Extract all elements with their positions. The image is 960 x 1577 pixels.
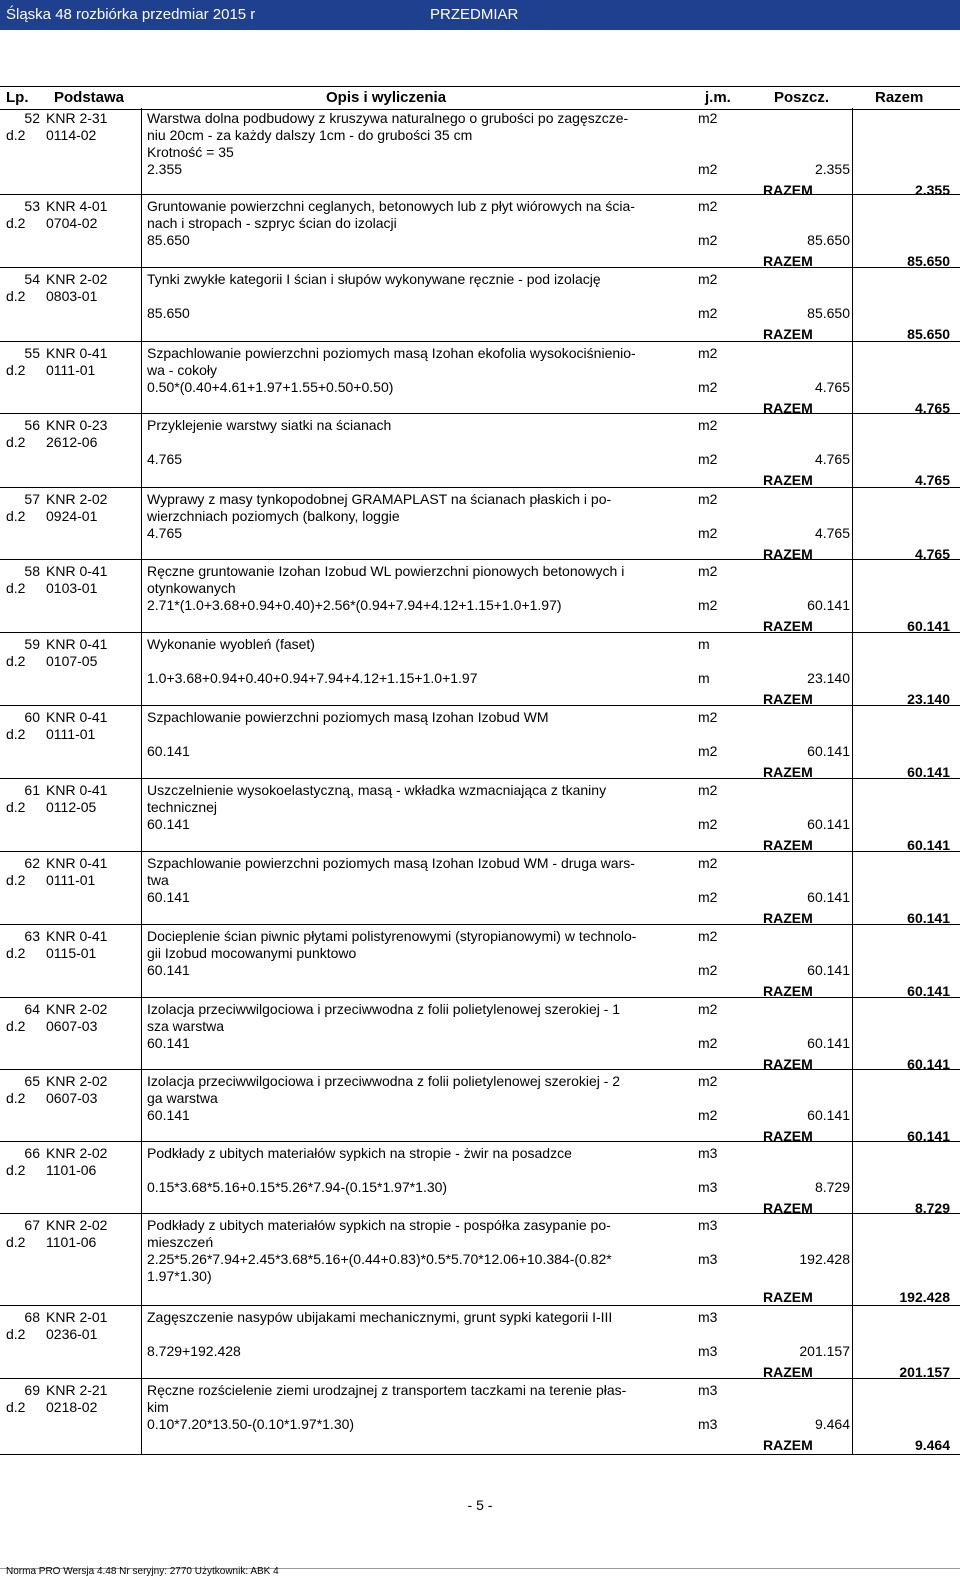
position-basis-number: 0236-01 <box>46 1326 98 1342</box>
calculation-unit: m2 <box>698 161 718 177</box>
position-basis-code: KNR 0-41 <box>46 563 108 579</box>
position-basis-code: KNR 0-23 <box>46 417 108 433</box>
position-description: Gruntowanie powierzchni ceglanych, betonowych lub z płyt wiórowych na ścia- <box>147 198 635 214</box>
position-description: Warstwa dolna podbudowy z kruszywa naturalnego o grubości po zagęszcze- <box>147 110 629 126</box>
position-number: 57 <box>24 491 40 507</box>
position-partial-value: 8.729 <box>814 1179 850 1195</box>
calculation-unit: m2 <box>698 1035 718 1051</box>
position-description: Zagęszczenie nasypów ubijakami mechanicznymi, grunt sypki kategorii I-III <box>147 1309 613 1325</box>
position-description: Podkłady z ubitych materiałów sypkich na stropie - żwir na posadzce <box>147 1145 572 1161</box>
position-basis-code: KNR 4-01 <box>46 198 108 214</box>
position-number: 52 <box>24 110 40 126</box>
row-separator <box>0 924 960 925</box>
razem-label: RAZEM <box>763 1364 813 1380</box>
position-description: Wyprawy z masy tynkopodobnej GRAMAPLAST na ścianach płaskich i po- <box>147 491 612 507</box>
position-partial-value: 201.157 <box>799 1343 850 1359</box>
position-sub: d.2 <box>6 434 26 450</box>
position-calculation: 2.25*5.26*7.94+2.45*3.68*5.16+(0.44+0.83)*0.5*5.70*12.06+10.384-(0.82* <box>147 1251 612 1267</box>
position-sub: d.2 <box>6 799 26 815</box>
razem-label: RAZEM <box>763 182 813 198</box>
position-description: otynkowanych <box>147 580 236 596</box>
position-description: Wykonanie wyobleń (faset) <box>147 636 315 652</box>
position-partial-value: 9.464 <box>814 1416 850 1432</box>
razem-label: RAZEM <box>763 837 813 853</box>
position-unit: m3 <box>698 1217 718 1233</box>
razem-label: RAZEM <box>763 1289 813 1305</box>
position-number: 66 <box>24 1145 40 1161</box>
position-multiplier: Krotność = 35 <box>147 144 234 160</box>
position-description: Izolacja przeciwwilgociowa i przeciwwodna z folii polietylenowej szerokiej - 1 <box>147 1001 621 1017</box>
position-unit: m <box>698 636 710 652</box>
position-description: sza warstwa <box>147 1018 225 1034</box>
calculation-unit: m2 <box>698 597 718 613</box>
row-separator <box>0 705 960 706</box>
position-description: Przyklejenie warstwy siatki na ścianach <box>147 417 392 433</box>
footer-text: Norma PRO Wersja 4.48 Nr seryjny: 2770 Użytkownik: ABK 4 <box>6 1566 279 1577</box>
position-basis-number: 1101-06 <box>46 1162 97 1178</box>
position-calculation: 1.97*1.30) <box>147 1268 212 1284</box>
col-jm: j.m. <box>705 89 731 106</box>
table-bottom-border <box>0 1454 960 1455</box>
razem-label: RAZEM <box>763 472 813 488</box>
position-basis-code: KNR 2-02 <box>46 1073 108 1089</box>
calculation-unit: m2 <box>698 379 718 395</box>
position-description: Tynki zwykłe kategorii I ścian i słupów wykonywane ręcznie - pod izolację <box>147 271 601 287</box>
position-unit: m2 <box>698 271 718 287</box>
position-description: Ręczne gruntowanie Izohan Izobud WL powierzchni pionowych betonowych i <box>147 563 625 579</box>
calculation-unit: m2 <box>698 305 718 321</box>
position-number: 58 <box>24 563 40 579</box>
position-unit: m2 <box>698 1001 718 1017</box>
position-basis-number: 0607-03 <box>46 1090 98 1106</box>
col-opis: Opis i wyliczenia <box>326 89 447 106</box>
calculation-unit: m2 <box>698 889 718 905</box>
position-total: 4.765 <box>914 546 950 562</box>
position-calculation: 0.10*7.20*13.50-(0.10*1.97*1.30) <box>147 1416 355 1432</box>
position-basis-code: KNR 2-02 <box>46 1145 108 1161</box>
position-calculation: 0.15*3.68*5.16+0.15*5.26*7.94-(0.15*1.97*1.30) <box>147 1179 448 1195</box>
razem-label: RAZEM <box>763 1200 813 1216</box>
position-sub: d.2 <box>6 1399 26 1415</box>
position-basis-code: KNR 0-41 <box>46 782 108 798</box>
column-divider <box>141 108 142 1455</box>
position-calculation: 4.765 <box>147 451 183 467</box>
row-separator <box>0 632 960 633</box>
position-basis-code: KNR 2-21 <box>46 1382 108 1398</box>
position-unit: m2 <box>698 491 718 507</box>
position-description: Uszczelnienie wysokoelastyczną, masą - wkładka wzmacniająca z tkaniny <box>147 782 607 798</box>
position-partial-value: 60.141 <box>807 889 850 905</box>
position-number: 61 <box>24 782 40 798</box>
position-number: 65 <box>24 1073 40 1089</box>
position-total: 4.765 <box>914 400 950 416</box>
row-separator <box>0 778 960 779</box>
position-number: 55 <box>24 345 40 361</box>
position-partial-value: 4.765 <box>814 379 850 395</box>
position-unit: m3 <box>698 1145 718 1161</box>
position-unit: m3 <box>698 1382 718 1398</box>
col-lp: Lp. <box>6 89 29 106</box>
position-sub: d.2 <box>6 1018 26 1034</box>
row-separator <box>0 1141 960 1142</box>
position-partial-value: 60.141 <box>807 1107 850 1123</box>
position-description: kim <box>147 1399 169 1415</box>
calculation-unit: m2 <box>698 525 718 541</box>
row-separator <box>0 194 960 195</box>
position-calculation: 85.650 <box>147 232 190 248</box>
position-calculation: 60.141 <box>147 816 190 832</box>
position-basis-number: 0111-01 <box>46 362 96 378</box>
position-partial-value: 4.765 <box>814 525 850 541</box>
razem-label: RAZEM <box>763 253 813 269</box>
razem-label: RAZEM <box>763 910 813 926</box>
position-number: 59 <box>24 636 40 652</box>
position-description: mieszczeń <box>147 1234 214 1250</box>
position-unit: m3 <box>698 1309 718 1325</box>
position-basis-code: KNR 0-41 <box>46 928 108 944</box>
razem-label: RAZEM <box>763 618 813 634</box>
position-sub: d.2 <box>6 1162 26 1178</box>
calculation-unit: m2 <box>698 451 718 467</box>
position-basis-number: 0607-03 <box>46 1018 98 1034</box>
position-partial-value: 2.355 <box>814 161 850 177</box>
position-description: wa - cokoły <box>147 362 218 378</box>
position-basis-code: KNR 2-02 <box>46 271 108 287</box>
row-separator <box>0 413 960 414</box>
position-partial-value: 60.141 <box>807 597 850 613</box>
position-description: technicznej <box>147 799 218 815</box>
position-basis-code: KNR 2-02 <box>46 1217 108 1233</box>
position-number: 69 <box>24 1382 40 1398</box>
position-sub: d.2 <box>6 362 26 378</box>
calculation-unit: m3 <box>698 1251 718 1267</box>
position-basis-code: KNR 2-01 <box>46 1309 108 1325</box>
position-number: 54 <box>24 271 40 287</box>
row-separator <box>0 1213 960 1214</box>
position-calculation: 8.729+192.428 <box>147 1343 241 1359</box>
position-description: Szpachlowanie powierzchni poziomych masą Izohan ekofolia wysokociśnienio- <box>147 345 636 361</box>
position-basis-code: KNR 2-02 <box>46 1001 108 1017</box>
position-basis-number: 0218-02 <box>46 1399 98 1415</box>
position-description: ga warstwa <box>147 1090 218 1106</box>
position-unit: m2 <box>698 110 718 126</box>
position-basis-number: 0924-01 <box>46 508 98 524</box>
position-total: 60.141 <box>907 618 950 634</box>
position-basis-code: KNR 2-31 <box>46 110 108 126</box>
razem-label: RAZEM <box>763 1056 813 1072</box>
position-partial-value: 60.141 <box>807 1035 850 1051</box>
position-total: 60.141 <box>907 1056 950 1072</box>
position-description: twa <box>147 872 169 888</box>
position-basis-code: KNR 2-02 <box>46 491 108 507</box>
position-unit: m2 <box>698 345 718 361</box>
position-calculation: 4.765 <box>147 525 183 541</box>
column-divider <box>852 108 853 1455</box>
position-sub: d.2 <box>6 1234 26 1250</box>
row-separator <box>0 341 960 342</box>
document-type: PRZEDMIAR <box>430 6 519 23</box>
razem-label: RAZEM <box>763 1128 813 1144</box>
position-partial-value: 85.650 <box>807 305 850 321</box>
position-description: Docieplenie ścian piwnic płytami polistyrenowymi (styropianowymi) w technolo- <box>147 928 637 944</box>
position-partial-value: 60.141 <box>807 743 850 759</box>
razem-label: RAZEM <box>763 546 813 562</box>
position-partial-value: 60.141 <box>807 816 850 832</box>
position-partial-value: 60.141 <box>807 962 850 978</box>
position-total: 60.141 <box>907 983 950 999</box>
position-sub: d.2 <box>6 1090 26 1106</box>
position-total: 2.355 <box>914 182 950 198</box>
position-unit: m2 <box>698 928 718 944</box>
position-sub: d.2 <box>6 872 26 888</box>
position-sub: d.2 <box>6 1326 26 1342</box>
position-basis-number: 0803-01 <box>46 288 98 304</box>
position-sub: d.2 <box>6 127 26 143</box>
position-number: 53 <box>24 198 40 214</box>
calculation-unit: m3 <box>698 1179 718 1195</box>
position-basis-number: 0107-05 <box>46 653 98 669</box>
position-number: 67 <box>24 1217 40 1233</box>
position-calculation: 60.141 <box>147 1107 190 1123</box>
position-partial-value: 85.650 <box>807 232 850 248</box>
position-total: 9.464 <box>914 1437 950 1453</box>
software-footer <box>0 1566 960 1577</box>
col-podstawa: Podstawa <box>54 89 125 106</box>
position-unit: m2 <box>698 1073 718 1089</box>
position-number: 68 <box>24 1309 40 1325</box>
calculation-unit: m2 <box>698 743 718 759</box>
position-calculation: 60.141 <box>147 1035 190 1051</box>
document-title: Śląska 48 rozbiórka przedmiar 2015 r <box>6 6 256 23</box>
position-total: 60.141 <box>907 837 950 853</box>
col-poszcz: Poszcz. <box>774 89 830 106</box>
position-unit: m2 <box>698 709 718 725</box>
page-number: - 5 - <box>467 1497 493 1513</box>
position-number: 62 <box>24 855 40 871</box>
position-description: niu 20cm - za każdy dalszy 1cm - do grubości 35 cm <box>147 127 473 143</box>
position-total: 8.729 <box>914 1200 950 1216</box>
row-separator <box>0 1378 960 1379</box>
position-calculation: 60.141 <box>147 889 190 905</box>
row-separator <box>0 487 960 488</box>
position-sub: d.2 <box>6 653 26 669</box>
position-description: Izolacja przeciwwilgociowa i przeciwwodna z folii polietylenowej szerokiej - 2 <box>147 1073 621 1089</box>
position-sub: d.2 <box>6 580 26 596</box>
position-sub: d.2 <box>6 945 26 961</box>
position-sub: d.2 <box>6 288 26 304</box>
position-total: 192.428 <box>899 1289 950 1305</box>
position-unit: m2 <box>698 198 718 214</box>
position-basis-number: 0111-01 <box>46 872 96 888</box>
calculation-unit: m2 <box>698 232 718 248</box>
document-header <box>0 0 960 30</box>
position-sub: d.2 <box>6 508 26 524</box>
calculation-unit: m <box>698 670 710 686</box>
razem-label: RAZEM <box>763 326 813 342</box>
position-calculation: 0.50*(0.40+4.61+1.97+1.55+0.50+0.50) <box>147 379 394 395</box>
position-partial-value: 23.140 <box>807 670 850 686</box>
razem-label: RAZEM <box>763 1437 813 1453</box>
position-total: 60.141 <box>907 910 950 926</box>
position-basis-code: KNR 0-41 <box>46 855 108 871</box>
position-unit: m2 <box>698 563 718 579</box>
position-basis-code: KNR 0-41 <box>46 345 108 361</box>
calculation-unit: m3 <box>698 1343 718 1359</box>
position-total: 201.157 <box>899 1364 950 1380</box>
position-total: 4.765 <box>914 472 950 488</box>
position-description: gii Izobud mocowanymi punktowo <box>147 945 357 961</box>
razem-label: RAZEM <box>763 764 813 780</box>
position-calculation: 2.355 <box>147 161 183 177</box>
position-unit: m2 <box>698 855 718 871</box>
position-partial-value: 4.765 <box>814 451 850 467</box>
calculation-unit: m2 <box>698 962 718 978</box>
razem-label: RAZEM <box>763 983 813 999</box>
position-basis-code: KNR 0-41 <box>46 709 108 725</box>
position-calculation: 85.650 <box>147 305 190 321</box>
position-partial-value: 192.428 <box>799 1251 850 1267</box>
position-calculation: 60.141 <box>147 743 190 759</box>
row-separator <box>0 267 960 268</box>
position-basis-number: 0111-01 <box>46 726 96 742</box>
position-number: 60 <box>24 709 40 725</box>
position-sub: d.2 <box>6 726 26 742</box>
position-basis-number: 0112-05 <box>46 799 97 815</box>
position-calculation: 2.71*(1.0+3.68+0.94+0.40)+2.56*(0.94+7.94+4.12+1.15+1.0+1.97) <box>147 597 562 613</box>
row-separator <box>0 1069 960 1070</box>
position-description: Podkłady z ubitych materiałów sypkich na stropie - pospółka zasypanie po- <box>147 1217 611 1233</box>
razem-label: RAZEM <box>763 400 813 416</box>
position-total: 85.650 <box>907 253 950 269</box>
position-number: 64 <box>24 1001 40 1017</box>
position-unit: m2 <box>698 417 718 433</box>
position-basis-number: 0114-02 <box>46 127 97 143</box>
position-sub: d.2 <box>6 215 26 231</box>
position-number: 56 <box>24 417 40 433</box>
calculation-unit: m2 <box>698 1107 718 1123</box>
position-total: 60.141 <box>907 764 950 780</box>
position-number: 63 <box>24 928 40 944</box>
position-calculation: 60.141 <box>147 962 190 978</box>
position-basis-number: 0103-01 <box>46 580 98 596</box>
calculation-unit: m2 <box>698 816 718 832</box>
razem-label: RAZEM <box>763 691 813 707</box>
col-razem: Razem <box>875 89 924 106</box>
position-basis-number: 1101-06 <box>46 1234 97 1250</box>
row-separator <box>0 997 960 998</box>
row-separator <box>0 559 960 560</box>
position-unit: m2 <box>698 782 718 798</box>
position-description: Szpachlowanie powierzchni poziomych masą Izohan Izobud WM <box>147 709 549 725</box>
table-column-headers <box>0 86 960 110</box>
position-description: Szpachlowanie powierzchni poziomych masą Izohan Izobud WM - druga wars- <box>147 855 635 871</box>
position-total: 85.650 <box>907 326 950 342</box>
calculation-unit: m3 <box>698 1416 718 1432</box>
position-calculation: 1.0+3.68+0.94+0.40+0.94+7.94+4.12+1.15+1.0+1.97 <box>147 670 478 686</box>
position-basis-number: 2612-06 <box>46 434 98 450</box>
position-description: Ręczne rozścielenie ziemi urodzajnej z transportem taczkami na terenie płas- <box>147 1382 627 1398</box>
position-basis-number: 0115-01 <box>46 945 97 961</box>
position-total: 23.140 <box>907 691 950 707</box>
position-total: 60.141 <box>907 1128 950 1144</box>
position-basis-number: 0704-02 <box>46 215 98 231</box>
position-basis-code: KNR 0-41 <box>46 636 108 652</box>
position-description: wierzchniach poziomych (balkony, loggie <box>147 508 400 524</box>
row-separator <box>0 1305 960 1306</box>
row-separator <box>0 851 960 852</box>
position-description: nach i stropach - szpryc ścian do izolacji <box>147 215 397 231</box>
